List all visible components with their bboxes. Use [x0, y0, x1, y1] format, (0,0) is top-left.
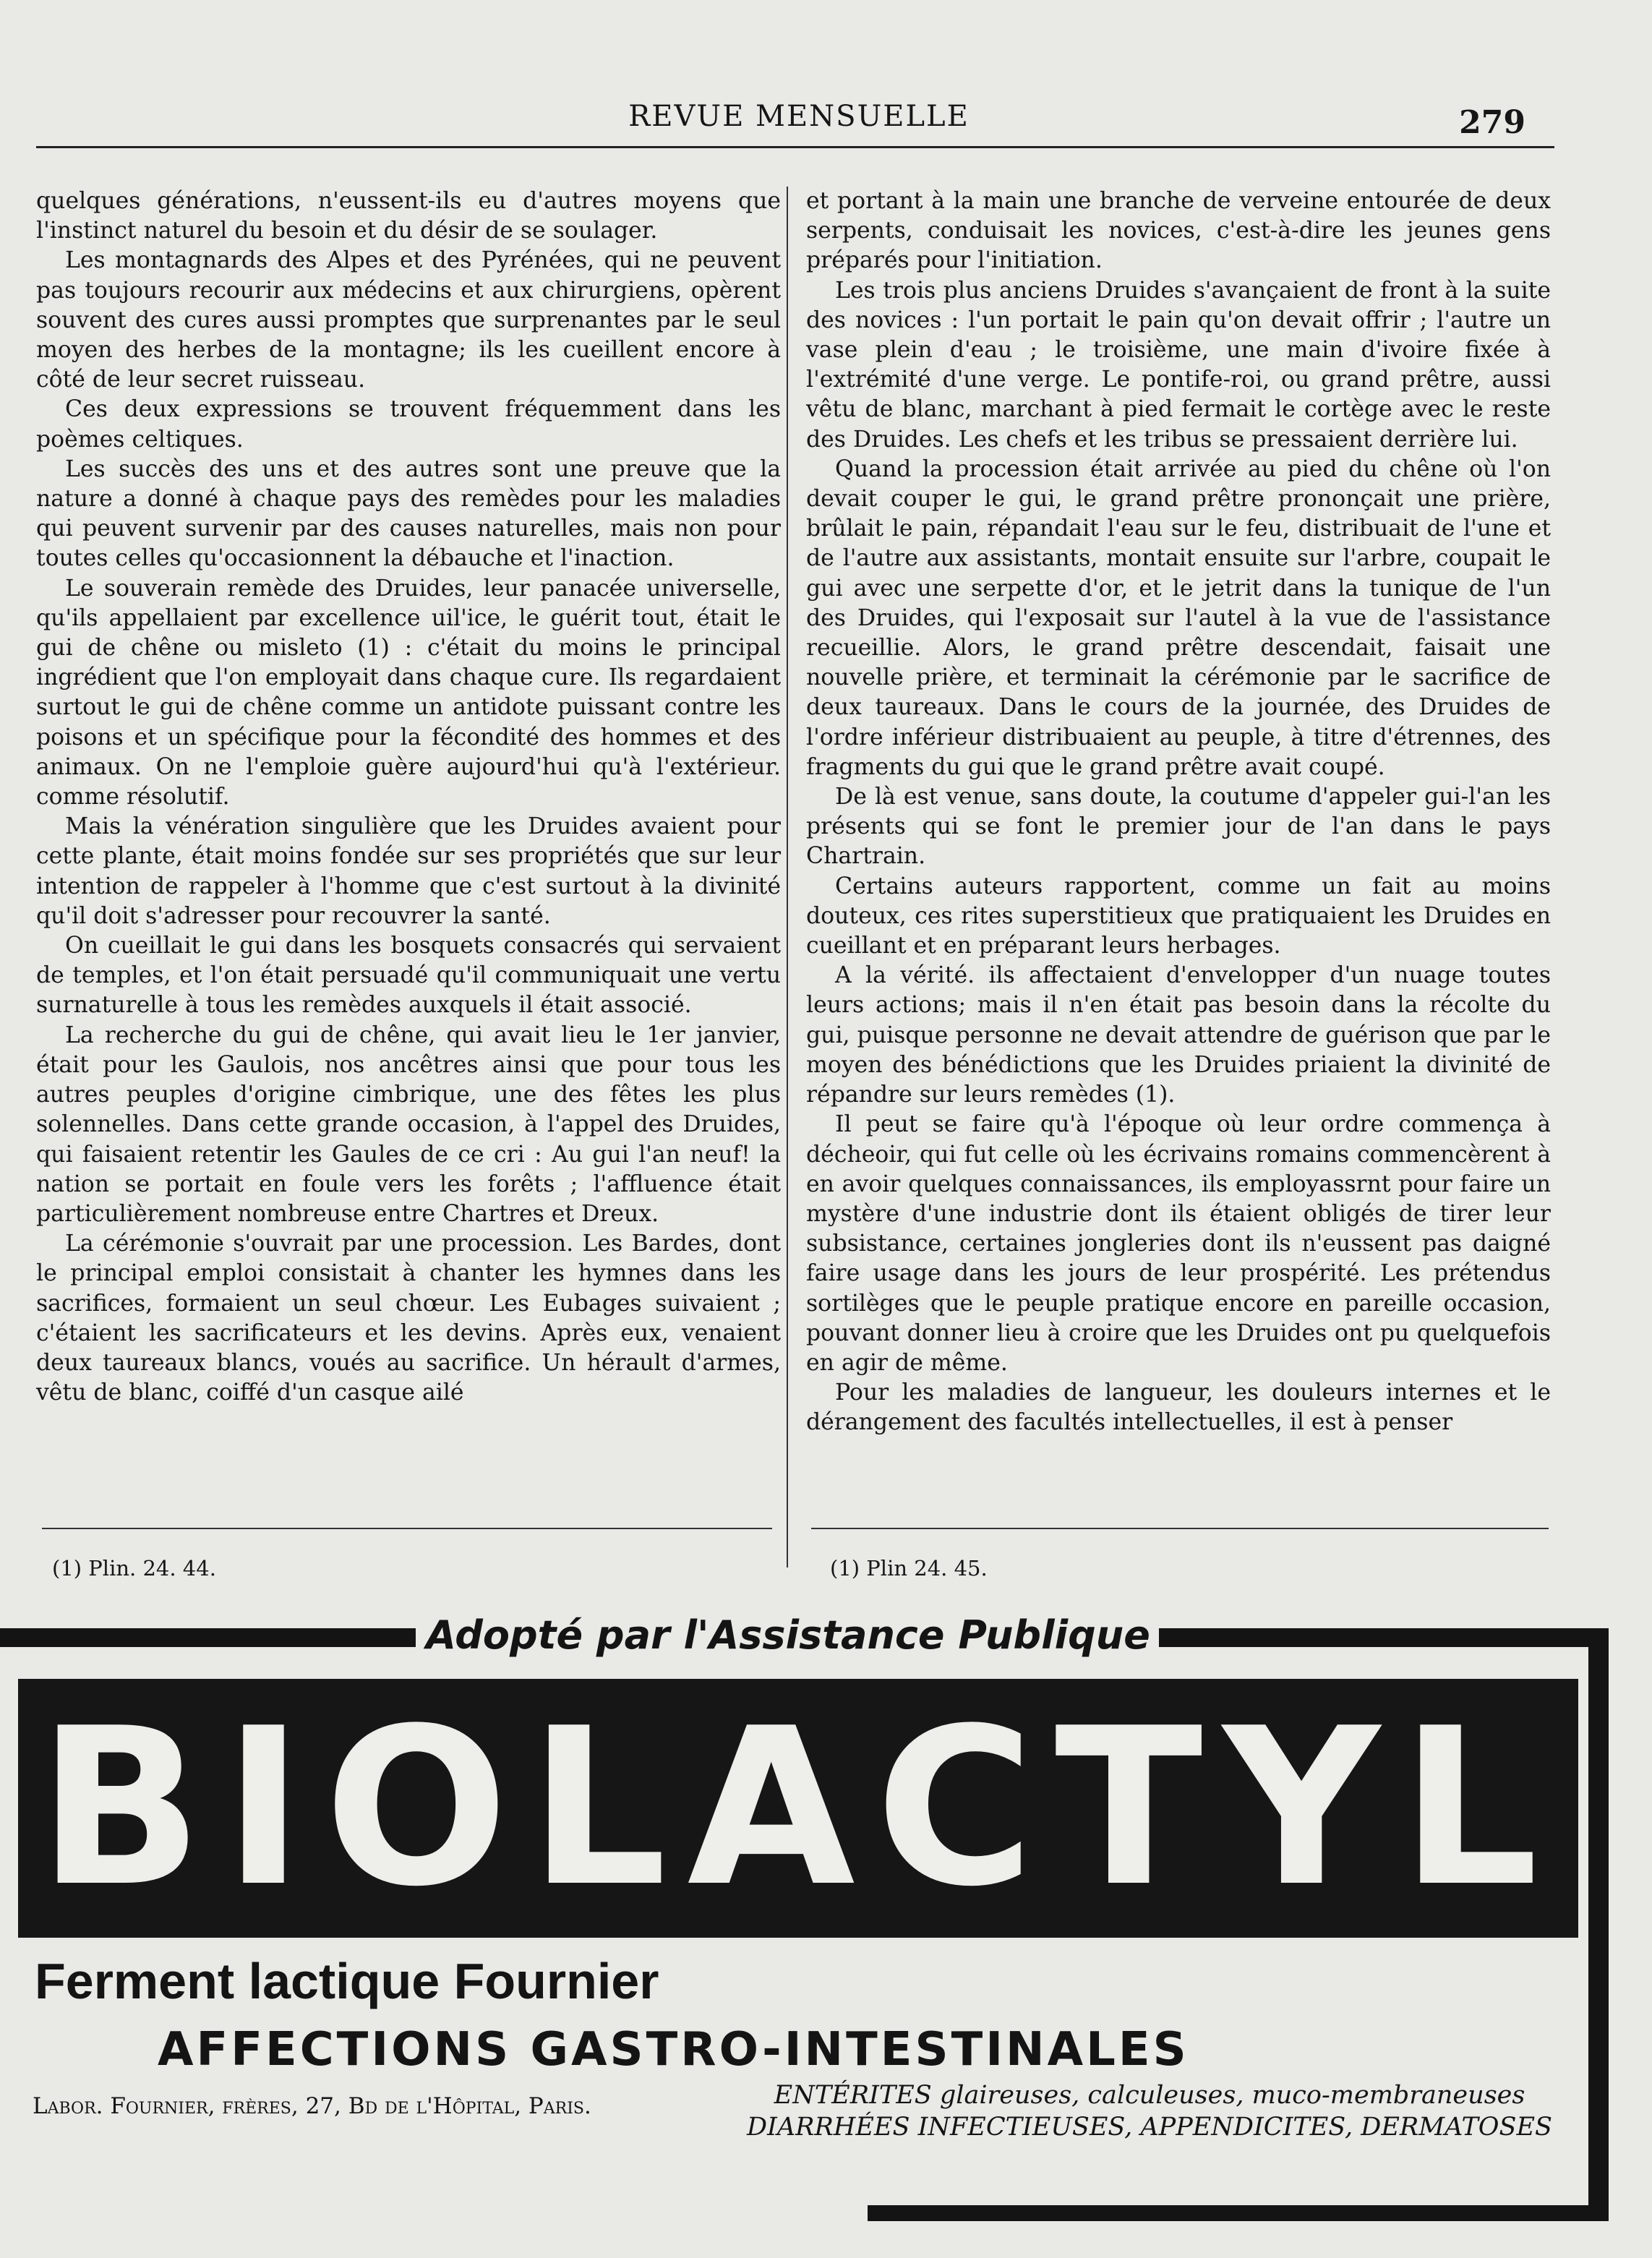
ad-rule-right [1159, 1628, 1609, 1647]
paragraph: On cueillait le gui dans les bosquets consacrés qui servaient de temples, et l'on était persuadé qu'il communiquait une vertu surnaturelle à tous les remèdes auxquels il était associé. [36, 933, 781, 1019]
paragraph: De là est venue, sans doute, la coutume d'appeler gui-l'an les présents qui se font le premier jour de l'an dans le pays Chartrain. [806, 784, 1551, 870]
page-number: 279 [1459, 104, 1525, 141]
footnote-rule-left [42, 1528, 772, 1529]
column-separator [787, 187, 788, 1568]
ad-tagline: Adopté par l'Assistance Publique [426, 1612, 1150, 1658]
brand-logo: BIOLACTYL [38, 1682, 1559, 1934]
running-header [36, 100, 1562, 143]
paragraph: La recherche du gui de chêne, qui avait lieu le 1er janvier, était pour les Gaulois, nos ancêtres ainsi que pour tous les autres peuples d'origine cimbrique, une des fêtes les plus solennelles. Dans cette grande occasion, à l'appel des Druides, qui faisaient retentir les Gaules de ce cri : Au gui l'an neuf! la nation se portait en foule vers les forêts ; l'affluence était particulièrement nombreuse entre Chartres et Dreux. [36, 1022, 781, 1227]
conditions-list [712, 2079, 1587, 2143]
paragraph: Certains auteurs rapportent, comme un fait au moins douteux, ces rites superstitieux que pratiquaient les Druides en cueillant et en préparant leurs herbages. [806, 873, 1551, 959]
paragraph: Pour les maladies de langueur, les douleurs internes et le dérangement des facultés intellectuelles, il est à penser [806, 1380, 1551, 1436]
ad-frame-bottom [868, 2205, 1609, 2221]
footnote-left: (1) Plin. 24. 44. [52, 1556, 216, 1581]
paragraph: Le souverain remède des Druides, leur panacée universelle, qu'ils appellaient par excellence uil'ice, le guérit tout, était le gui de chêne ou misleto (1) : c'était du moins le principal ingrédient que l'on employait dans chaque cure. Ils regardaient surtout le gui de chêne comme un antidote puissant contre les poisons et un spécifique pour la fécondité des hommes et des animaux. On ne l'emploie guère aujourd'hui qu'à l'extérieur. comme résolutif. [36, 575, 781, 811]
left-column [36, 187, 781, 1408]
paragraph: Quand la procession était arrivée au pied du chêne où l'on devait couper le gui, le grand prêtre prononçait une prière, brûlait le pain, répandait l'eau sur le feu, distribuait de l'une et de l'autre aux assistants, montait ensuite sur l'arbre, coupait le gui avec une serpette d'or, et le jetrit dans la tunique de l'un des Druides, qui l'exposait sur l'autel à la vue de l'assistance recueillie. Alors, le grand prêtre descendait, faisait une nouvelle prière, et terminait la cérémonie par le sacrifice de deux taureaux. Dans le cours de la journée, des Druides de l'ordre inférieur distribuaient au peuple, à titre d'étrennes, des fragments du gui que le grand prêtre avait coupé. [806, 456, 1551, 780]
product-line: Ferment lactique Fournier [35, 1953, 659, 2009]
footnote-right: (1) Plin 24. 45. [830, 1556, 988, 1581]
conditions-line-2: DIARRHÉES INFECTIEUSES, APPENDICITES, DERMATOSES [746, 2113, 1552, 2142]
conditions-line-1: ENTÉRITES glaireuses, calculeuses, muco-membraneuses [774, 2081, 1525, 2110]
ad-frame-right [1588, 1628, 1609, 2221]
footnote-rule-right [811, 1528, 1549, 1529]
paragraph: Les trois plus anciens Druides s'avançaient de front à la suite des novices : l'un portait le pain qu'on devait offrir ; l'autre un vase plein d'eau ; le troisième, une main d'ivoire fixée à l'extrémité d'une verge. Le pontife-roi, ou grand prêtre, aussi vêtu de blanc, marchant à pied fermait le cortège avec le reste des Druides. Les chefs et les tribus se pressaient derrière lui. [806, 277, 1551, 453]
paragraph: Les succès des uns et des autres sont une preuve que la nature a donné à chaque pays des remèdes pour les maladies qui peuvent survenir par des causes naturelles, mais non pour toutes celles qu'occasionnent la débauche et l'inaction. [36, 456, 781, 572]
paragraph: quelques générations, n'eussent-ils eu d'autres moyens que l'instinct naturel du besoin et du désir de se soulager. [36, 188, 781, 244]
lab-address: Labor. Fournier, frères, 27, Bd de l'Hôpital, Paris. [33, 2093, 591, 2119]
right-column [806, 187, 1551, 1438]
paragraph: Les montagnards des Alpes et des Pyrénées, qui ne peuvent pas toujours recourir aux médecins et aux chirurgiens, opèrent souvent des cures aussi promptes que surprenantes par le seul moyen des herbes de la montagne; ils les cueillent encore à côté de leur secret ruisseau. [36, 247, 781, 393]
paragraph: A la vérité. ils affectaient d'envelopper d'un nuage toutes leurs actions; mais il n'en était pas besoin dans la récolte du gui, puisque personne ne devait attendre de guérison que par le moyen des bénédictions que les Druides priaient la divinité de répandre sur leurs remèdes (1). [806, 962, 1551, 1108]
header-rule [36, 146, 1554, 148]
indication-heading: AFFECTIONS GASTRO-INTESTINALES [158, 2023, 1189, 2077]
paragraph: Ces deux expressions se trouvent fréquemment dans les poèmes celtiques. [36, 396, 781, 453]
paragraph: Mais la vénération singulière que les Druides avaient pour cette plante, était moins fondée sur ses propriétés que sur leur intention de rappeler à l'homme que c'est surtout à la divinité qu'il doit s'adresser pour recouvrer la santé. [36, 813, 781, 929]
journal-title: REVUE MENSUELLE [628, 100, 970, 133]
paragraph: La cérémonie s'ouvrait par une procession. Les Bardes, dont le principal emploi consistait à chanter les hymnes dans les sacrifices, formaient un seul chœur. Les Eubages suivaient ; c'étaient les sacrificateurs et les devins. Après eux, venaient deux taureaux blancs, voués au sacrifice. Un hérault d'armes, vêtu de blanc, coiffé d'un casque ailé [36, 1231, 781, 1406]
ad-rule-left [0, 1628, 416, 1647]
paragraph: Il peut se faire qu'à l'époque où leur ordre commença à décheoir, qui fut celle où les écrivains romains commencèrent à en avoir quelques connaissances, ils employassrnt pour faire un mystère d'une industrie dont ils étaient obligés de tirer leur subsistance, certaines jongleries dont ils n'eussent pas daigné faire usage dans les jours de leur prospérité. Les prétendus sortilèges que le peuple pratique encore en pareille occasion, pouvant donner lieu à croire que les Druides ont pu quelquefois en agir de même. [806, 1111, 1551, 1376]
paragraph: et portant à la main une branche de verveine entourée de deux serpents, conduisait les novices, c'est-à-dire les jeunes gens préparés pour l'initiation. [806, 188, 1551, 274]
